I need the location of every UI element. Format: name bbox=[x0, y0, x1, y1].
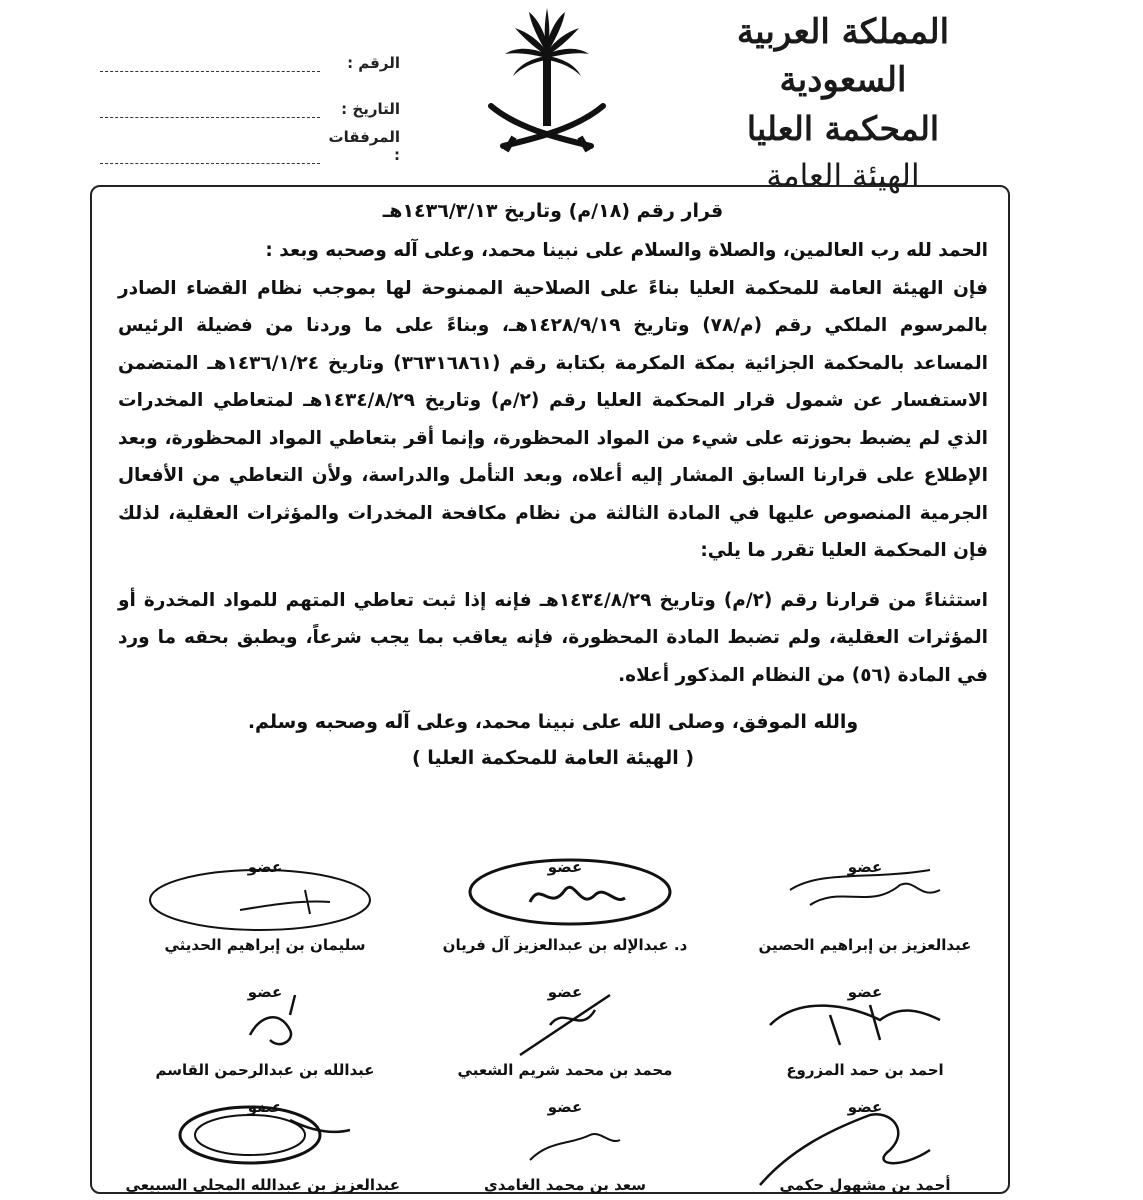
signature-7 bbox=[730, 1090, 1000, 1200]
signatory-role: عضو bbox=[547, 858, 583, 876]
reference-fields bbox=[100, 26, 400, 164]
signatory-role: عضو bbox=[847, 858, 883, 876]
signature-4 bbox=[730, 975, 1000, 1085]
signatory-name: عبدالعزيز بن عبدالله المجلي السبيعي bbox=[125, 1176, 400, 1194]
signature-3 bbox=[130, 850, 400, 960]
signatory-role: عضو bbox=[847, 1098, 883, 1116]
signatory-role: عضو bbox=[247, 1098, 283, 1116]
signatory-name: د. عبدالإله بن عبدالعزيز آل فريان bbox=[442, 936, 688, 954]
signatory-name: سعد بن محمد الغامدي bbox=[483, 1176, 647, 1194]
number-field bbox=[100, 26, 400, 72]
opening-paragraph: الحمد لله رب العالمين، والصلاة والسلام على نبينا محمد، وعلى آله وصحبه وبعد : bbox=[265, 240, 988, 261]
attachments-label: المرفقات : bbox=[328, 128, 400, 164]
signature-1 bbox=[730, 850, 1000, 960]
attachments-line bbox=[100, 145, 320, 164]
signatory-name: عبدالله بن عبدالرحمن القاسم bbox=[155, 1061, 375, 1079]
signatory-role: عضو bbox=[547, 1098, 583, 1116]
signatory-name: أحمد بن مشهول حكمي bbox=[779, 1176, 951, 1194]
org-kingdom-name: المملكة العربية السعودية bbox=[736, 12, 950, 100]
signature-2 bbox=[430, 850, 700, 960]
signatory-role: عضو bbox=[247, 858, 283, 876]
organization-name-block bbox=[693, 8, 993, 198]
signatures-block bbox=[125, 850, 1000, 1194]
signatory-body: ( الهيئة العامة للمحكمة العليا ) bbox=[411, 747, 695, 769]
number-label: الرقم : bbox=[347, 54, 400, 72]
palm-and-swords-emblem-icon bbox=[487, 6, 607, 156]
signatory-role: عضو bbox=[547, 983, 583, 1001]
org-body-name: الهيئة العامة bbox=[766, 158, 920, 194]
signatory-role: عضو bbox=[847, 983, 883, 1001]
decision-reference: قرار رقم (١٨/م) وتاريخ ١٤٣٦/٣/١٣هـ bbox=[382, 200, 724, 222]
date-field bbox=[100, 72, 400, 118]
signatory-role: عضو bbox=[247, 983, 283, 1001]
preamble-paragraph: فإن الهيئة العامة للمحكمة العليا بناءً على الصلاحية الممنوحة لها بموجب نظام القضاء الصادر بالمرسوم الملكي رقم (م/٧٨) وتاريخ ١٤٢٨/٩/١٩هـ، وبناءً على ما وردنا من فضيلة الرئيس المساعد بالمحكمة الجزائية بمكة المكرمة بكتابة رقم (٣٦٣١٦٨٦١) وتاريخ ١٤٣٦/١/٢٤هـ المتضمن الاستفسار عن شمول قرار المحكمة العليا رقم (٢/م) وتاريخ ١٤٣٤/٨/٢٩هـ لمتعاطي المخدرات الذي لم يضبط بحوزته على شيء من المواد المحظورة، وإنما أقر بتعاطي المواد المحظورة، وبعد الإطلاع على قرارنا السابق المشار إليه أعلاه، وبعد التأمل والدراسة، ولأن التعاطي من الأفعال الجرمية المنصوص عليها في المادة الثالثة من نظام مكافحة المخدرات والمؤثرات العقلية، لذلك فإن المحكمة العليا تقرر ما يلي: bbox=[118, 277, 988, 561]
date-label: التاريخ : bbox=[341, 100, 400, 118]
signatory-name: سليمان بن إبراهيم الحديثي bbox=[164, 936, 366, 954]
document-body bbox=[118, 198, 988, 776]
date-line bbox=[100, 99, 320, 118]
number-line bbox=[100, 53, 320, 72]
signature-5 bbox=[430, 975, 700, 1085]
signatory-name: احمد بن حمد المزروع bbox=[786, 1061, 944, 1079]
signature-9 bbox=[125, 1090, 400, 1200]
signatory-name: عبدالعزيز بن إبراهيم الحصين bbox=[758, 936, 972, 954]
org-court-name: المحكمة العليا bbox=[746, 109, 940, 148]
closing-line: والله الموفق، وصلى الله على نبينا محمد، وعلى آله وصحبه وسلم. bbox=[247, 711, 859, 733]
ruling-paragraph: استثناءً من قرارنا رقم (٢/م) وتاريخ ١٤٣٤/٨/٢٩هـ فإنه إذا ثبت تعاطي المتهم للمواد المخدرة أو المؤثرات العقلية، ولم تضبط المادة المحظورة، فإنه يعاقب بما يجب شرعاً، ويطبق بحقه ما ورد في المادة (٥٦) من النظام المذكور أعلاه. bbox=[118, 589, 988, 686]
signature-8 bbox=[430, 1090, 700, 1200]
signature-6 bbox=[130, 975, 400, 1085]
attachments-field bbox=[100, 118, 400, 164]
letterhead bbox=[0, 0, 1143, 194]
signatory-name: محمد بن محمد شريم الشعبي bbox=[457, 1061, 673, 1079]
